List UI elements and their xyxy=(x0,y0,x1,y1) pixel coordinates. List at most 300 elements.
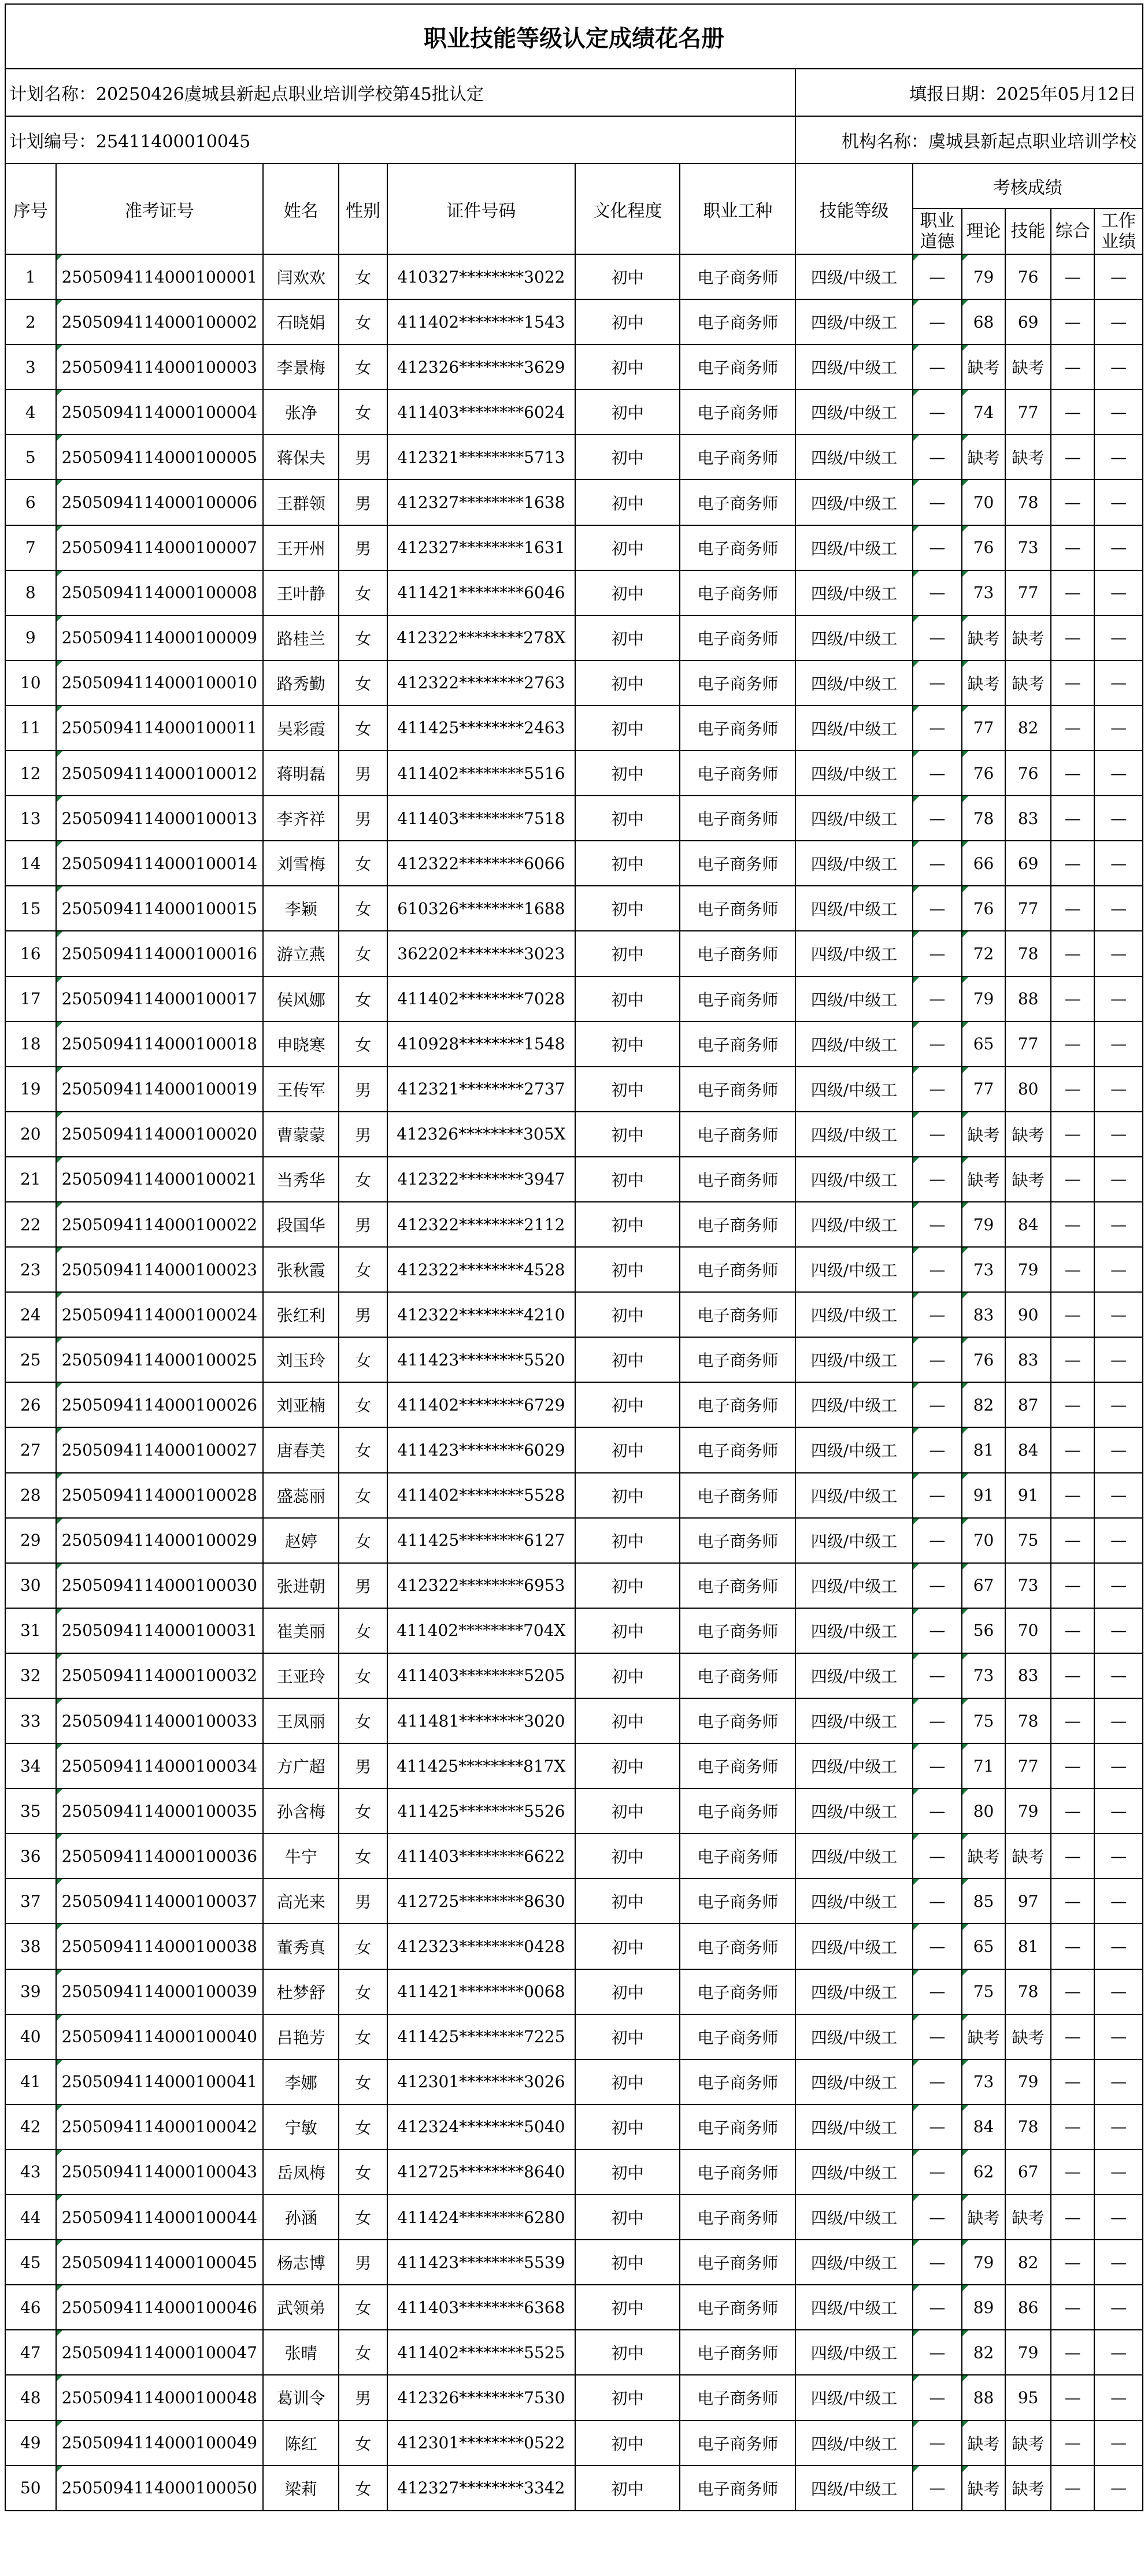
cell-seq xyxy=(5,1518,56,1563)
cell-ethics-text: — xyxy=(929,538,946,558)
cell-education xyxy=(575,615,680,660)
cell-name xyxy=(263,1247,339,1292)
cell-note-marker xyxy=(57,2105,62,2111)
cell-note-marker xyxy=(913,661,919,667)
cell-gender xyxy=(339,435,387,480)
cell-skill-level xyxy=(795,344,912,389)
cell-exam-no-text: 2505094114000100017 xyxy=(61,989,258,1009)
page-title xyxy=(5,4,1143,69)
cell-exam-no xyxy=(56,886,264,931)
cell-id-no-text: 411425********6127 xyxy=(397,1531,565,1550)
cell-id-no xyxy=(387,841,575,886)
cell-exam-no xyxy=(56,1337,264,1382)
cell-exam-no xyxy=(56,796,264,841)
cell-performance-text: — xyxy=(1110,1486,1127,1505)
cell-exam-no-text: 2505094114000100032 xyxy=(61,1666,258,1686)
cell-skill xyxy=(1005,1382,1051,1427)
cell-id-no xyxy=(387,435,575,480)
header-skill-level: 技能等级 xyxy=(795,164,912,254)
cell-gender xyxy=(339,2375,387,2420)
cell-note-marker xyxy=(913,390,919,396)
cell-overall-text: — xyxy=(1064,1350,1081,1369)
cell-id-no-text: 411402********1543 xyxy=(397,312,565,332)
cell-skill-level xyxy=(795,1563,912,1608)
cell-ethics xyxy=(913,1427,962,1472)
cell-name-text: 崔美丽 xyxy=(276,1621,325,1641)
cell-skill-level xyxy=(795,1788,912,1833)
cell-id-no xyxy=(387,2421,575,2466)
cell-education xyxy=(575,2059,680,2104)
cell-skill-level-text: 四级/中级工 xyxy=(810,584,898,603)
cell-theory xyxy=(962,299,1005,344)
cell-exam-no xyxy=(56,1067,264,1112)
cell-skill-level-text: 四级/中级工 xyxy=(810,810,898,829)
cell-theory-text: 85 xyxy=(973,1891,994,1911)
cell-gender-text: 女 xyxy=(355,990,372,1009)
cell-exam-no xyxy=(56,1788,264,1833)
cell-performance-text: — xyxy=(1110,1937,1127,1957)
cell-name xyxy=(263,841,339,886)
cell-education xyxy=(575,2285,680,2330)
cell-name xyxy=(263,1112,339,1157)
cell-occupation-text: 电子商务师 xyxy=(697,1035,779,1055)
cell-note-marker xyxy=(913,2150,919,2156)
cell-note-marker xyxy=(962,1022,968,1028)
cell-performance xyxy=(1094,1518,1143,1563)
cell-id-no-text: 412322********3947 xyxy=(397,1170,565,1189)
cell-name xyxy=(263,1788,339,1833)
cell-gender xyxy=(339,299,387,344)
table-row xyxy=(5,660,1143,706)
cell-skill-text: 79 xyxy=(1017,2072,1039,2092)
cell-name-text: 牛宁 xyxy=(284,1847,317,1867)
cell-exam-no xyxy=(56,841,264,886)
cell-note-marker xyxy=(913,1067,919,1073)
cell-occupation-text: 电子商务师 xyxy=(697,1576,779,1596)
cell-overall xyxy=(1051,2466,1094,2511)
cell-skill-level-text: 四级/中级工 xyxy=(810,1216,898,1235)
cell-name xyxy=(263,344,339,389)
cell-occupation-text: 电子商务师 xyxy=(697,1170,779,1190)
cell-gender xyxy=(339,2330,387,2375)
cell-exam-no xyxy=(56,570,264,615)
cell-note-marker xyxy=(962,886,968,892)
cell-note-marker xyxy=(57,1699,62,1705)
cell-gender-text: 女 xyxy=(355,2208,372,2228)
cell-note-marker xyxy=(962,1112,968,1118)
cell-skill-level xyxy=(795,2421,912,2466)
cell-performance-text: — xyxy=(1110,1531,1127,1550)
cell-education-text: 初中 xyxy=(611,1261,644,1280)
cell-note-marker xyxy=(913,2375,919,2381)
cell-theory xyxy=(962,2466,1005,2511)
cell-skill-level-text: 四级/中级工 xyxy=(810,493,898,513)
cell-seq xyxy=(5,525,56,570)
cell-seq-text: 27 xyxy=(20,1440,41,1460)
cell-skill-text: 67 xyxy=(1017,2162,1039,2182)
cell-education xyxy=(575,344,680,389)
cell-skill-level-text: 四级/中级工 xyxy=(810,2299,898,2318)
cell-education xyxy=(575,389,680,435)
cell-performance xyxy=(1094,1247,1143,1292)
cell-performance-text: — xyxy=(1110,2388,1127,2407)
cell-occupation-text: 电子商务师 xyxy=(697,1802,779,1822)
cell-gender xyxy=(339,886,387,931)
cell-performance-text: — xyxy=(1110,628,1127,648)
cell-ethics-text: — xyxy=(929,1170,946,1189)
cell-gender-text: 男 xyxy=(355,539,372,558)
cell-education-text: 初中 xyxy=(611,945,644,964)
cell-ethics-text: — xyxy=(929,1621,946,1640)
cell-seq-text: 43 xyxy=(20,2162,41,2182)
cell-education xyxy=(575,2104,680,2150)
cell-id-no xyxy=(387,2375,575,2420)
cell-skill-level-text: 四级/中级工 xyxy=(810,1531,898,1551)
cell-skill-level xyxy=(795,1067,912,1112)
cell-overall-text: — xyxy=(1064,1170,1081,1189)
cell-seq-text: 36 xyxy=(20,1846,41,1866)
cell-note-marker xyxy=(57,886,62,892)
cell-name-text: 游立燕 xyxy=(276,945,325,964)
cell-id-no xyxy=(387,1743,575,1788)
cell-id-no xyxy=(387,1563,575,1608)
cell-overall xyxy=(1051,931,1094,976)
cell-ethics xyxy=(913,299,962,344)
cell-skill-text: 86 xyxy=(1017,2297,1039,2317)
cell-occupation xyxy=(680,1879,795,1924)
cell-overall-text: — xyxy=(1064,1756,1081,1776)
cell-ethics xyxy=(913,2421,962,2466)
cell-performance-text: — xyxy=(1110,989,1127,1009)
cell-skill xyxy=(1005,480,1051,525)
cell-skill-level-text: 四级/中级工 xyxy=(810,1983,898,2002)
cell-performance-text: — xyxy=(1110,447,1127,467)
cell-note-marker xyxy=(57,1744,62,1750)
cell-performance xyxy=(1094,1427,1143,1472)
cell-education xyxy=(575,1653,680,1698)
cell-name-text: 石晓娟 xyxy=(276,313,325,333)
cell-skill-text: 87 xyxy=(1017,1395,1039,1415)
cell-skill-level-text: 四级/中级工 xyxy=(810,945,898,964)
cell-gender xyxy=(339,254,387,299)
cell-gender-text: 女 xyxy=(355,403,372,423)
cell-performance-text: — xyxy=(1110,1395,1127,1415)
cell-skill-level-text: 四级/中级工 xyxy=(810,2434,898,2453)
cell-performance xyxy=(1094,1202,1143,1247)
cell-seq-text: 33 xyxy=(20,1711,41,1731)
cell-skill-text: 70 xyxy=(1017,1621,1039,1640)
cell-skill xyxy=(1005,660,1051,706)
cell-note-marker xyxy=(57,1970,62,1976)
cell-name xyxy=(263,1157,339,1202)
cell-note-marker xyxy=(57,480,62,486)
cell-occupation-text: 电子商务师 xyxy=(697,2254,779,2273)
cell-seq-text: 3 xyxy=(25,357,36,377)
cell-education-text: 初中 xyxy=(611,403,644,423)
cell-exam-no-text: 2505094114000100044 xyxy=(61,2207,258,2227)
cell-overall xyxy=(1051,1292,1094,1337)
cell-name xyxy=(263,2421,339,2466)
plan-number: 计划编号：25411400010045 xyxy=(5,116,795,164)
cell-note-marker xyxy=(57,2375,62,2381)
cell-name xyxy=(263,1653,339,1698)
cell-note-marker xyxy=(913,977,919,983)
cell-ethics xyxy=(913,751,962,796)
cell-skill-level-text: 四级/中级工 xyxy=(810,1712,898,1732)
cell-education-text: 初中 xyxy=(611,1216,644,1235)
cell-overall-text: — xyxy=(1064,447,1081,467)
cell-skill xyxy=(1005,254,1051,299)
cell-theory-text: 66 xyxy=(973,853,994,873)
cell-name-text: 王叶静 xyxy=(276,584,325,603)
cell-skill-level-text: 四级/中级工 xyxy=(810,1396,898,1416)
cell-note-marker xyxy=(57,616,62,622)
cell-education-text: 初中 xyxy=(611,719,644,738)
cell-exam-no-text: 2505094114000100033 xyxy=(61,1711,258,1731)
cell-name xyxy=(263,2150,339,2195)
cell-overall xyxy=(1051,480,1094,525)
cell-skill-text: 78 xyxy=(1017,944,1039,963)
cell-skill-text: 90 xyxy=(1017,1305,1039,1324)
cell-skill-level xyxy=(795,615,912,660)
cell-skill-level-text: 四级/中级工 xyxy=(810,1621,898,1641)
cell-seq-text: 22 xyxy=(20,1215,41,1234)
cell-overall xyxy=(1051,435,1094,480)
cell-note-marker xyxy=(913,571,919,577)
cell-name xyxy=(263,1292,339,1337)
cell-seq xyxy=(5,1157,56,1202)
cell-exam-no xyxy=(56,1518,264,1563)
cell-gender xyxy=(339,344,387,389)
cell-note-marker xyxy=(913,255,919,261)
cell-theory xyxy=(962,977,1005,1022)
table-row xyxy=(5,344,1143,389)
cell-skill-text: 82 xyxy=(1017,2252,1039,2272)
cell-ethics-text: — xyxy=(929,763,946,783)
cell-note-marker xyxy=(913,1112,919,1118)
cell-education-text: 初中 xyxy=(611,2208,644,2228)
cell-exam-no-text: 2505094114000100039 xyxy=(61,1982,258,2002)
cell-theory-text: 67 xyxy=(973,1576,994,1595)
cell-gender xyxy=(339,841,387,886)
cell-note-marker xyxy=(57,1564,62,1569)
cell-gender xyxy=(339,1879,387,1924)
cell-overall xyxy=(1051,1969,1094,2014)
cell-skill-level xyxy=(795,1157,912,1202)
cell-occupation-text: 电子商务师 xyxy=(697,2479,779,2499)
cell-ethics xyxy=(913,660,962,706)
cell-education xyxy=(575,1743,680,1788)
cell-id-no xyxy=(387,2466,575,2511)
cell-skill xyxy=(1005,706,1051,751)
table-row xyxy=(5,1112,1143,1157)
cell-name-text: 刘雪梅 xyxy=(276,855,325,874)
cell-id-no xyxy=(387,1473,575,1518)
cell-note-marker xyxy=(962,2466,968,2472)
cell-education xyxy=(575,1067,680,1112)
cell-overall-text: — xyxy=(1064,1260,1081,1279)
cell-overall-text: — xyxy=(1064,1621,1081,1640)
cell-theory-text: 79 xyxy=(973,1215,994,1234)
cell-exam-no-text: 2505094114000100003 xyxy=(61,357,258,377)
cell-overall-text: — xyxy=(1064,763,1081,783)
cell-id-no xyxy=(387,706,575,751)
cell-education-text: 初中 xyxy=(611,629,644,648)
table-row xyxy=(5,1292,1143,1337)
cell-seq-text: 6 xyxy=(25,493,36,513)
cell-performance xyxy=(1094,1698,1143,1743)
cell-performance-text: — xyxy=(1110,1124,1127,1144)
cell-occupation xyxy=(680,1743,795,1788)
cell-ethics xyxy=(913,1473,962,1518)
cell-overall-text: — xyxy=(1064,808,1081,828)
cell-occupation-text: 电子商务师 xyxy=(697,810,779,829)
cell-occupation xyxy=(680,2421,795,2466)
cell-id-no xyxy=(387,796,575,841)
cell-education-text: 初中 xyxy=(611,855,644,874)
cell-overall xyxy=(1051,2375,1094,2420)
table-row xyxy=(5,2195,1143,2240)
cell-skill-text: 80 xyxy=(1017,1079,1039,1099)
cell-skill xyxy=(1005,1608,1051,1653)
cell-exam-no xyxy=(56,2059,264,2104)
header-id-no: 证件号码 xyxy=(387,164,575,254)
cell-note-marker xyxy=(57,1609,62,1614)
cell-exam-no-text: 2505094114000100007 xyxy=(61,538,258,558)
cell-name-text: 宁敏 xyxy=(284,2118,317,2137)
cell-occupation xyxy=(680,1969,795,2014)
cell-note-marker xyxy=(57,1473,62,1479)
cell-gender-text: 女 xyxy=(355,719,372,738)
cell-id-no xyxy=(387,525,575,570)
cell-ethics-text: — xyxy=(929,2433,946,2453)
cell-skill-level-text: 四级/中级工 xyxy=(810,539,898,558)
cell-skill-level xyxy=(795,2150,912,2195)
cell-occupation xyxy=(680,1653,795,1698)
cell-gender-text: 女 xyxy=(355,1847,372,1867)
cell-gender-text: 女 xyxy=(355,855,372,874)
table-row xyxy=(5,1698,1143,1743)
cell-occupation-text: 电子商务师 xyxy=(697,855,779,874)
cell-performance-text: — xyxy=(1110,2433,1127,2453)
cell-gender xyxy=(339,977,387,1022)
cell-performance-text: — xyxy=(1110,1079,1127,1099)
cell-overall-text: — xyxy=(1064,2433,1081,2453)
header-theory: 理论 xyxy=(962,209,1005,254)
cell-education xyxy=(575,2195,680,2240)
cell-seq xyxy=(5,2466,56,2511)
cell-id-no xyxy=(387,1969,575,2014)
cell-theory xyxy=(962,1427,1005,1472)
cell-skill-level-text: 四级/中级工 xyxy=(810,2163,898,2182)
cell-skill-text: 缺考 xyxy=(1012,629,1045,648)
cell-overall xyxy=(1051,2195,1094,2240)
cell-note-marker xyxy=(913,1428,919,1434)
cell-skill-text: 82 xyxy=(1017,718,1039,738)
cell-skill xyxy=(1005,1202,1051,1247)
cell-skill xyxy=(1005,570,1051,615)
cell-name-text: 吕艳芳 xyxy=(276,2028,325,2047)
cell-skill-text: 76 xyxy=(1017,267,1039,287)
cell-note-marker xyxy=(57,1924,62,1930)
cell-exam-no-text: 2505094114000100042 xyxy=(61,2117,258,2137)
cell-skill-level-text: 四级/中级工 xyxy=(810,900,898,919)
cell-overall xyxy=(1051,299,1094,344)
cell-ethics xyxy=(913,977,962,1022)
cell-gender xyxy=(339,2014,387,2059)
cell-overall xyxy=(1051,1833,1094,1879)
cell-education-text: 初中 xyxy=(611,2073,644,2092)
cell-ethics xyxy=(913,886,962,931)
cell-id-no-text: 412321********5713 xyxy=(397,447,565,467)
cell-performance-text: — xyxy=(1110,2117,1127,2137)
cell-education xyxy=(575,1608,680,1653)
cell-note-marker xyxy=(913,706,919,712)
cell-note-marker xyxy=(57,1293,62,1298)
cell-ethics xyxy=(913,1969,962,2014)
cell-skill-text: 79 xyxy=(1017,2343,1039,2362)
cell-occupation xyxy=(680,2285,795,2330)
cell-education xyxy=(575,841,680,886)
cell-occupation xyxy=(680,2150,795,2195)
cell-gender-text: 女 xyxy=(355,2299,372,2318)
table-row xyxy=(5,480,1143,525)
cell-exam-no xyxy=(56,2285,264,2330)
cell-education xyxy=(575,2421,680,2466)
cell-note-marker xyxy=(962,2060,968,2066)
table-row xyxy=(5,1157,1143,1202)
cell-note-marker xyxy=(913,1473,919,1479)
cell-ethics-text: — xyxy=(929,718,946,738)
cell-gender-text: 女 xyxy=(355,2073,372,2092)
cell-performance-text: — xyxy=(1110,1891,1127,1911)
cell-performance-text: — xyxy=(1110,493,1127,513)
cell-seq xyxy=(5,1382,56,1427)
cell-skill-level xyxy=(795,1382,912,1427)
cell-overall-text: — xyxy=(1064,402,1081,422)
cell-note-marker xyxy=(913,526,919,532)
cell-skill xyxy=(1005,2195,1051,2240)
cell-skill-text: 79 xyxy=(1017,1801,1039,1821)
cell-education xyxy=(575,1382,680,1427)
cell-performance-text: — xyxy=(1110,2478,1127,2498)
cell-ethics xyxy=(913,1924,962,1969)
cell-occupation-text: 电子商务师 xyxy=(697,493,779,513)
cell-skill-level xyxy=(795,1608,912,1653)
cell-ethics xyxy=(913,2150,962,2195)
cell-note-marker xyxy=(962,1293,968,1298)
cell-exam-no-text: 2505094114000100029 xyxy=(61,1531,258,1550)
cell-ethics xyxy=(913,2375,962,2420)
cell-ethics-text: — xyxy=(929,583,946,603)
cell-occupation xyxy=(680,435,795,480)
cell-performance-text: — xyxy=(1110,2072,1127,2092)
cell-performance xyxy=(1094,1563,1143,1608)
cell-note-marker xyxy=(913,1699,919,1705)
cell-seq xyxy=(5,751,56,796)
cell-gender xyxy=(339,1788,387,1833)
cell-skill-text: 97 xyxy=(1017,1891,1039,1911)
cell-ethics-text: — xyxy=(929,853,946,873)
cell-theory xyxy=(962,841,1005,886)
cell-overall-text: — xyxy=(1064,1982,1081,2002)
cell-occupation xyxy=(680,299,795,344)
cell-performance xyxy=(1094,660,1143,706)
cell-name xyxy=(263,1563,339,1608)
cell-theory-text: 81 xyxy=(973,1440,994,1460)
cell-education-text: 初中 xyxy=(611,448,644,468)
cell-seq xyxy=(5,1247,56,1292)
